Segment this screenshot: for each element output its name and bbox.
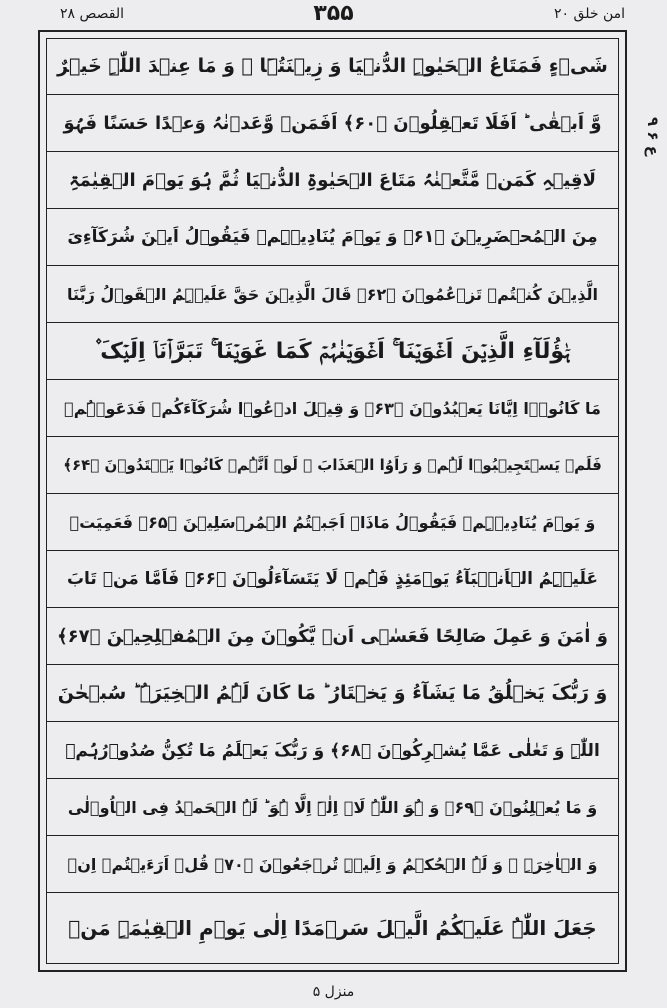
header-surah-label: القصص ۲۸: [60, 6, 125, 22]
text-line-content: ہٰۤؤُلَآءِ الَّذِیۡنَ اَغۡوَیۡنَا ۚ اَغۡوَیۡنٰہُمۡ کَمَا غَوَیۡنَا ۚ تَبَرَّاۡنَاۤ اِلَیۡکَ ۫: [94, 338, 571, 364]
text-line: [46, 323, 619, 380]
text-line: [46, 38, 619, 95]
text-line-content: جَعَلَ اللّٰہُ عَلَیۡکُمُ الَّیۡلَ سَرۡمَدًا اِلٰی یَوۡمِ الۡقِیٰمَۃِ مَنۡ: [68, 916, 597, 940]
text-line-content: وَ رَبُّکَ یَخۡلُقُ مَا یَشَآءُ وَ یَخۡتَارُ ؕ مَا کَانَ لَہُمُ الۡخِیَرَۃُ ؕ سُبۡحٰنَ: [57, 682, 608, 704]
text-line-content: مِنَ الۡمُحۡضَرِیۡنَ ﴿۶۱﴾ وَ یَوۡمَ یُنَادِیۡہِمۡ فَیَقُوۡلُ اَیۡنَ شُرَکَآءِیَ: [67, 227, 598, 247]
text-line: [46, 893, 619, 963]
text-line-content: وَ اٰمَنَ وَ عَمِلَ صَالِحًا فَعَسٰۤی اَنۡ یَّکُوۡنَ مِنَ الۡمُفۡلِحِیۡنَ ﴿۶۷﴾: [57, 625, 608, 647]
page-number: ۳۵۵: [313, 1, 354, 26]
text-line: [46, 266, 619, 323]
text-line: [46, 209, 619, 266]
text-line-content: فَلَمۡ یَسۡتَجِیۡبُوۡا لَہُمۡ وَ رَاَوُا الۡعَذَابَ ۚ لَوۡ اَنَّہُمۡ کَانُوۡا یَہۡتَدُوۡنَ ﴿۶۴﴾: [63, 456, 602, 474]
text-line-content: اللّٰہِ وَ تَعٰلٰی عَمَّا یُشۡرِکُوۡنَ ﴿۶۸﴾ وَ رَبُّکَ یَعۡلَمُ مَا تُکِنُّ صُدُوۡرُہُمۡ: [65, 740, 600, 761]
header-juz-label: امن خلق ۲۰: [554, 6, 625, 22]
verse-lines: [46, 38, 619, 964]
manzil-footer: منزل ۵: [312, 984, 355, 1000]
text-line: [46, 551, 619, 608]
text-line-content: عَلَیۡہِمُ الۡاَنۡۢبَآءُ یَوۡمَئِذٍ فَہُمۡ لَا یَتَسَآءَلُوۡنَ ﴿۶۶﴾ فَاَمَّا مَنۡ تَابَ: [66, 569, 599, 589]
text-line: [46, 95, 619, 152]
text-line-content: شَیۡءٍ فَمَتَاعُ الۡحَیٰوۃِ الدُّنۡیَا وَ زِیۡنَتُہَا ۚ وَ مَا عِنۡدَ اللّٰہِ خَیۡرٌ: [57, 55, 608, 77]
text-line: [46, 722, 619, 779]
text-line: [46, 665, 619, 722]
ruku-margin-mark: ع ۶ ۹: [644, 117, 662, 157]
text-line-content: وَ یَوۡمَ یُنَادِیۡہِمۡ فَیَقُوۡلُ مَاذَاۤ اَجَبۡتُمُ الۡمُرۡسَلِیۡنَ ﴿۶۵﴾ فَعَمِیَتۡ: [69, 512, 596, 532]
text-line-content: وَ الۡاٰخِرَۃِ ۫ وَ لَہُ الۡحُکۡمُ وَ اِلَیۡہِ تُرۡجَعُوۡنَ ﴿۷۰﴾ قُلۡ اَرَءَیۡتُمۡ اِنۡ: [67, 854, 598, 874]
text-line: [46, 380, 619, 437]
text-line: [46, 779, 619, 836]
text-line-content: الَّذِیۡنَ کُنۡتُمۡ تَزۡعُمُوۡنَ ﴿۶۲﴾ قَالَ الَّذِیۡنَ حَقَّ عَلَیۡہِمُ الۡقَوۡلُ رَبَّنَا: [67, 284, 598, 304]
text-line-content: وَّ اَبۡقٰی ؕ اَفَلَا تَعۡقِلُوۡنَ ﴿۶۰﴾ اَفَمَنۡ وَّعَدۡنٰہُ وَعۡدًا حَسَنًا فَہُوَ: [63, 112, 602, 134]
text-line-content: مَا کَانُوۡۤا اِیَّانَا یَعۡبُدُوۡنَ ﴿۶۳﴾ وَ قِیۡلَ ادۡعُوۡا شُرَکَآءَکُمۡ فَدَعَوۡہُمۡ: [64, 398, 601, 418]
text-line: [46, 608, 619, 665]
text-line: [46, 437, 619, 494]
text-line: [46, 152, 619, 209]
text-line: [46, 494, 619, 551]
text-line: [46, 836, 619, 893]
text-line-content: لَاقِیۡہِ کَمَنۡ مَّتَّعۡنٰہُ مَتَاعَ الۡحَیٰوۃِ الدُّنۡیَا ثُمَّ ہُوَ یَوۡمَ الۡقِیٰمَۃِ: [69, 169, 596, 191]
text-line-content: وَ مَا یُعۡلِنُوۡنَ ﴿۶۹﴾ وَ ہُوَ اللّٰہُ لَاۤ اِلٰہَ اِلَّا ہُوَ ؕ لَہُ الۡحَمۡدُ فِی الۡاُوۡلٰی: [67, 797, 598, 817]
